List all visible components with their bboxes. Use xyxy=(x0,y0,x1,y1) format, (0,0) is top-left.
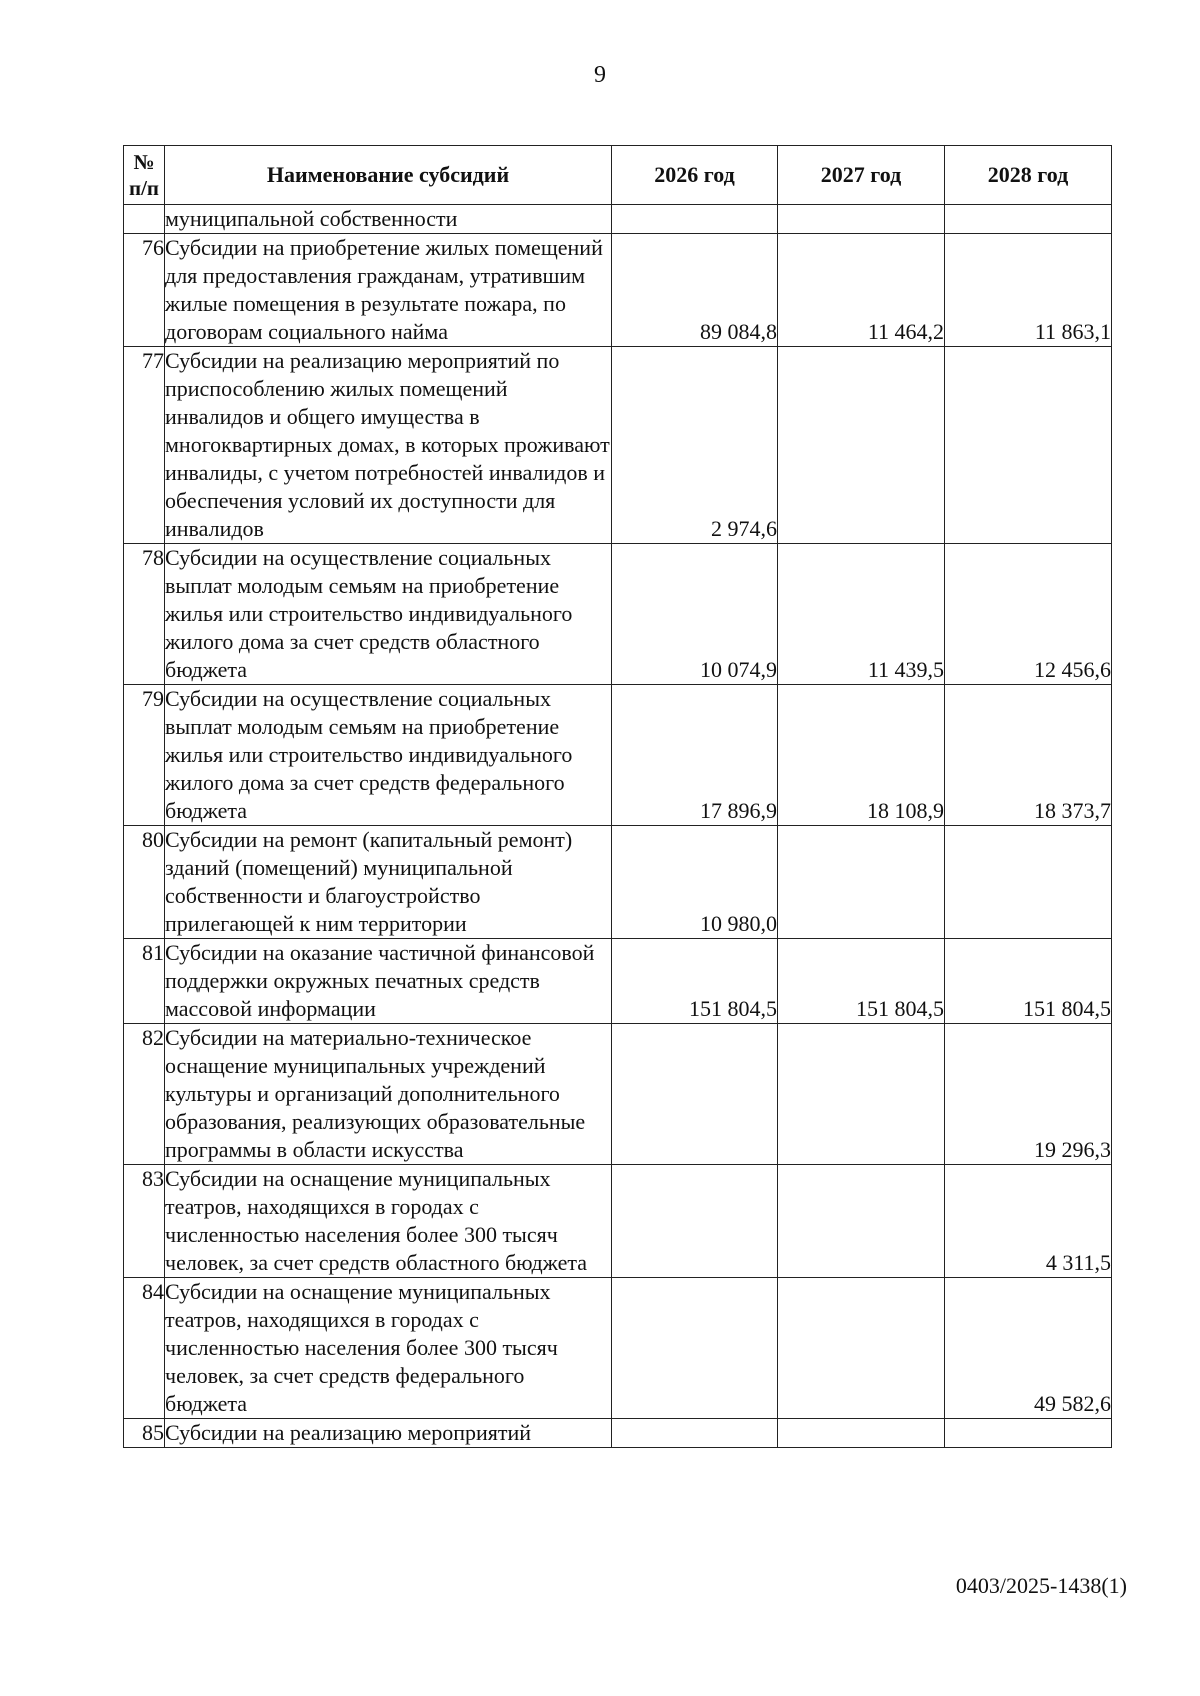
subsidy-name: Субсидии на осуществление социальных выплат молодым семьям на приобретение жилья или строительство индивидуального жилого дома за счет средств областного бюджета xyxy=(165,544,612,685)
value-2028 xyxy=(945,1419,1112,1448)
subsidy-name: Субсидии на приобретение жилых помещений для предоставления гражданам, утратившим жилые помещения в результате пожара, по договорам социального найма xyxy=(165,234,612,347)
subsidy-name: Субсидии на ремонт (капитальный ремонт) зданий (помещений) муниципальной собственности и благоустройство прилегающей к ним территории xyxy=(165,826,612,939)
subsidy-name: Субсидии на оснащение муниципальных театров, находящихся в городах с численностью населения более 300 тысяч человек, за счет средств областного бюджета xyxy=(165,1165,612,1278)
subsidy-name: Субсидии на осуществление социальных выплат молодым семьям на приобретение жилья или строительство индивидуального жилого дома за счет средств федерального бюджета xyxy=(165,685,612,826)
header-year-2026: 2026 год xyxy=(612,146,778,205)
row-number: 79 xyxy=(124,685,165,826)
table-row xyxy=(124,205,1112,234)
value-2027 xyxy=(778,1165,945,1278)
value-2026: 10 980,0 xyxy=(612,826,778,939)
table-row xyxy=(124,544,1112,685)
table-row xyxy=(124,826,1112,939)
subsidy-name: Субсидии на реализацию мероприятий по приспособлению жилых помещений инвалидов и общего имущества в многоквартирных домах, в которых проживают инвалиды, с учетом потребностей инвалидов и обеспечения условий их доступности для инвалидов xyxy=(165,347,612,544)
subsidy-name: Субсидии на материально-техническое оснащение муниципальных учреждений культуры и организаций дополнительного образования, реализующих образовательные программы в области искусства xyxy=(165,1024,612,1165)
header-year-2027: 2027 год xyxy=(778,146,945,205)
value-2027 xyxy=(778,205,945,234)
table-row xyxy=(124,1278,1112,1419)
row-number: 78 xyxy=(124,544,165,685)
value-2027: 151 804,5 xyxy=(778,939,945,1024)
value-2028: 151 804,5 xyxy=(945,939,1112,1024)
subsidy-name: Субсидии на оказание частичной финансовой поддержки окружных печатных средств массовой информации xyxy=(165,939,612,1024)
value-2027 xyxy=(778,1024,945,1165)
value-2026: 10 074,9 xyxy=(612,544,778,685)
page-number: 9 xyxy=(594,62,606,88)
value-2026: 2 974,6 xyxy=(612,347,778,544)
row-number: 83 xyxy=(124,1165,165,1278)
row-number: 77 xyxy=(124,347,165,544)
value-2026: 89 084,8 xyxy=(612,234,778,347)
value-2028: 18 373,7 xyxy=(945,685,1112,826)
header-subsidy-name: Наименование субсидий xyxy=(165,146,612,205)
row-number: 84 xyxy=(124,1278,165,1419)
value-2028: 12 456,6 xyxy=(945,544,1112,685)
value-2027 xyxy=(778,1278,945,1419)
value-2028 xyxy=(945,205,1112,234)
value-2026 xyxy=(612,1278,778,1419)
table-row xyxy=(124,234,1112,347)
value-2028 xyxy=(945,347,1112,544)
table-header-row xyxy=(124,146,1112,205)
value-2026 xyxy=(612,1165,778,1278)
row-number: 81 xyxy=(124,939,165,1024)
subsidies-table xyxy=(123,145,1112,1448)
value-2028: 49 582,6 xyxy=(945,1278,1112,1419)
document-code: 0403/2025-1438(1) xyxy=(955,1573,1127,1598)
row-number xyxy=(124,205,165,234)
table-row xyxy=(124,1165,1112,1278)
value-2027: 11 464,2 xyxy=(778,234,945,347)
subsidy-name: муниципальной собственности xyxy=(165,205,612,234)
header-year-2028: 2028 год xyxy=(945,146,1112,205)
value-2026 xyxy=(612,1024,778,1165)
table-row xyxy=(124,1024,1112,1165)
table-row xyxy=(124,939,1112,1024)
value-2027 xyxy=(778,826,945,939)
table-row xyxy=(124,1419,1112,1448)
value-2028: 11 863,1 xyxy=(945,234,1112,347)
table-row xyxy=(124,347,1112,544)
value-2027 xyxy=(778,347,945,544)
value-2027: 11 439,5 xyxy=(778,544,945,685)
value-2028: 4 311,5 xyxy=(945,1165,1112,1278)
value-2026 xyxy=(612,205,778,234)
row-number: 80 xyxy=(124,826,165,939)
subsidy-name: Субсидии на реализацию мероприятий xyxy=(165,1419,612,1448)
table-row xyxy=(124,685,1112,826)
value-2026: 151 804,5 xyxy=(612,939,778,1024)
value-2027: 18 108,9 xyxy=(778,685,945,826)
subsidy-name: Субсидии на оснащение муниципальных театров, находящихся в городах с численностью населения более 300 тысяч человек, за счет средств федерального бюджета xyxy=(165,1278,612,1419)
value-2027 xyxy=(778,1419,945,1448)
row-number: 76 xyxy=(124,234,165,347)
row-number: 85 xyxy=(124,1419,165,1448)
header-number: № п/п xyxy=(124,146,165,205)
value-2028: 19 296,3 xyxy=(945,1024,1112,1165)
row-number: 82 xyxy=(124,1024,165,1165)
value-2028 xyxy=(945,826,1112,939)
value-2026 xyxy=(612,1419,778,1448)
value-2026: 17 896,9 xyxy=(612,685,778,826)
